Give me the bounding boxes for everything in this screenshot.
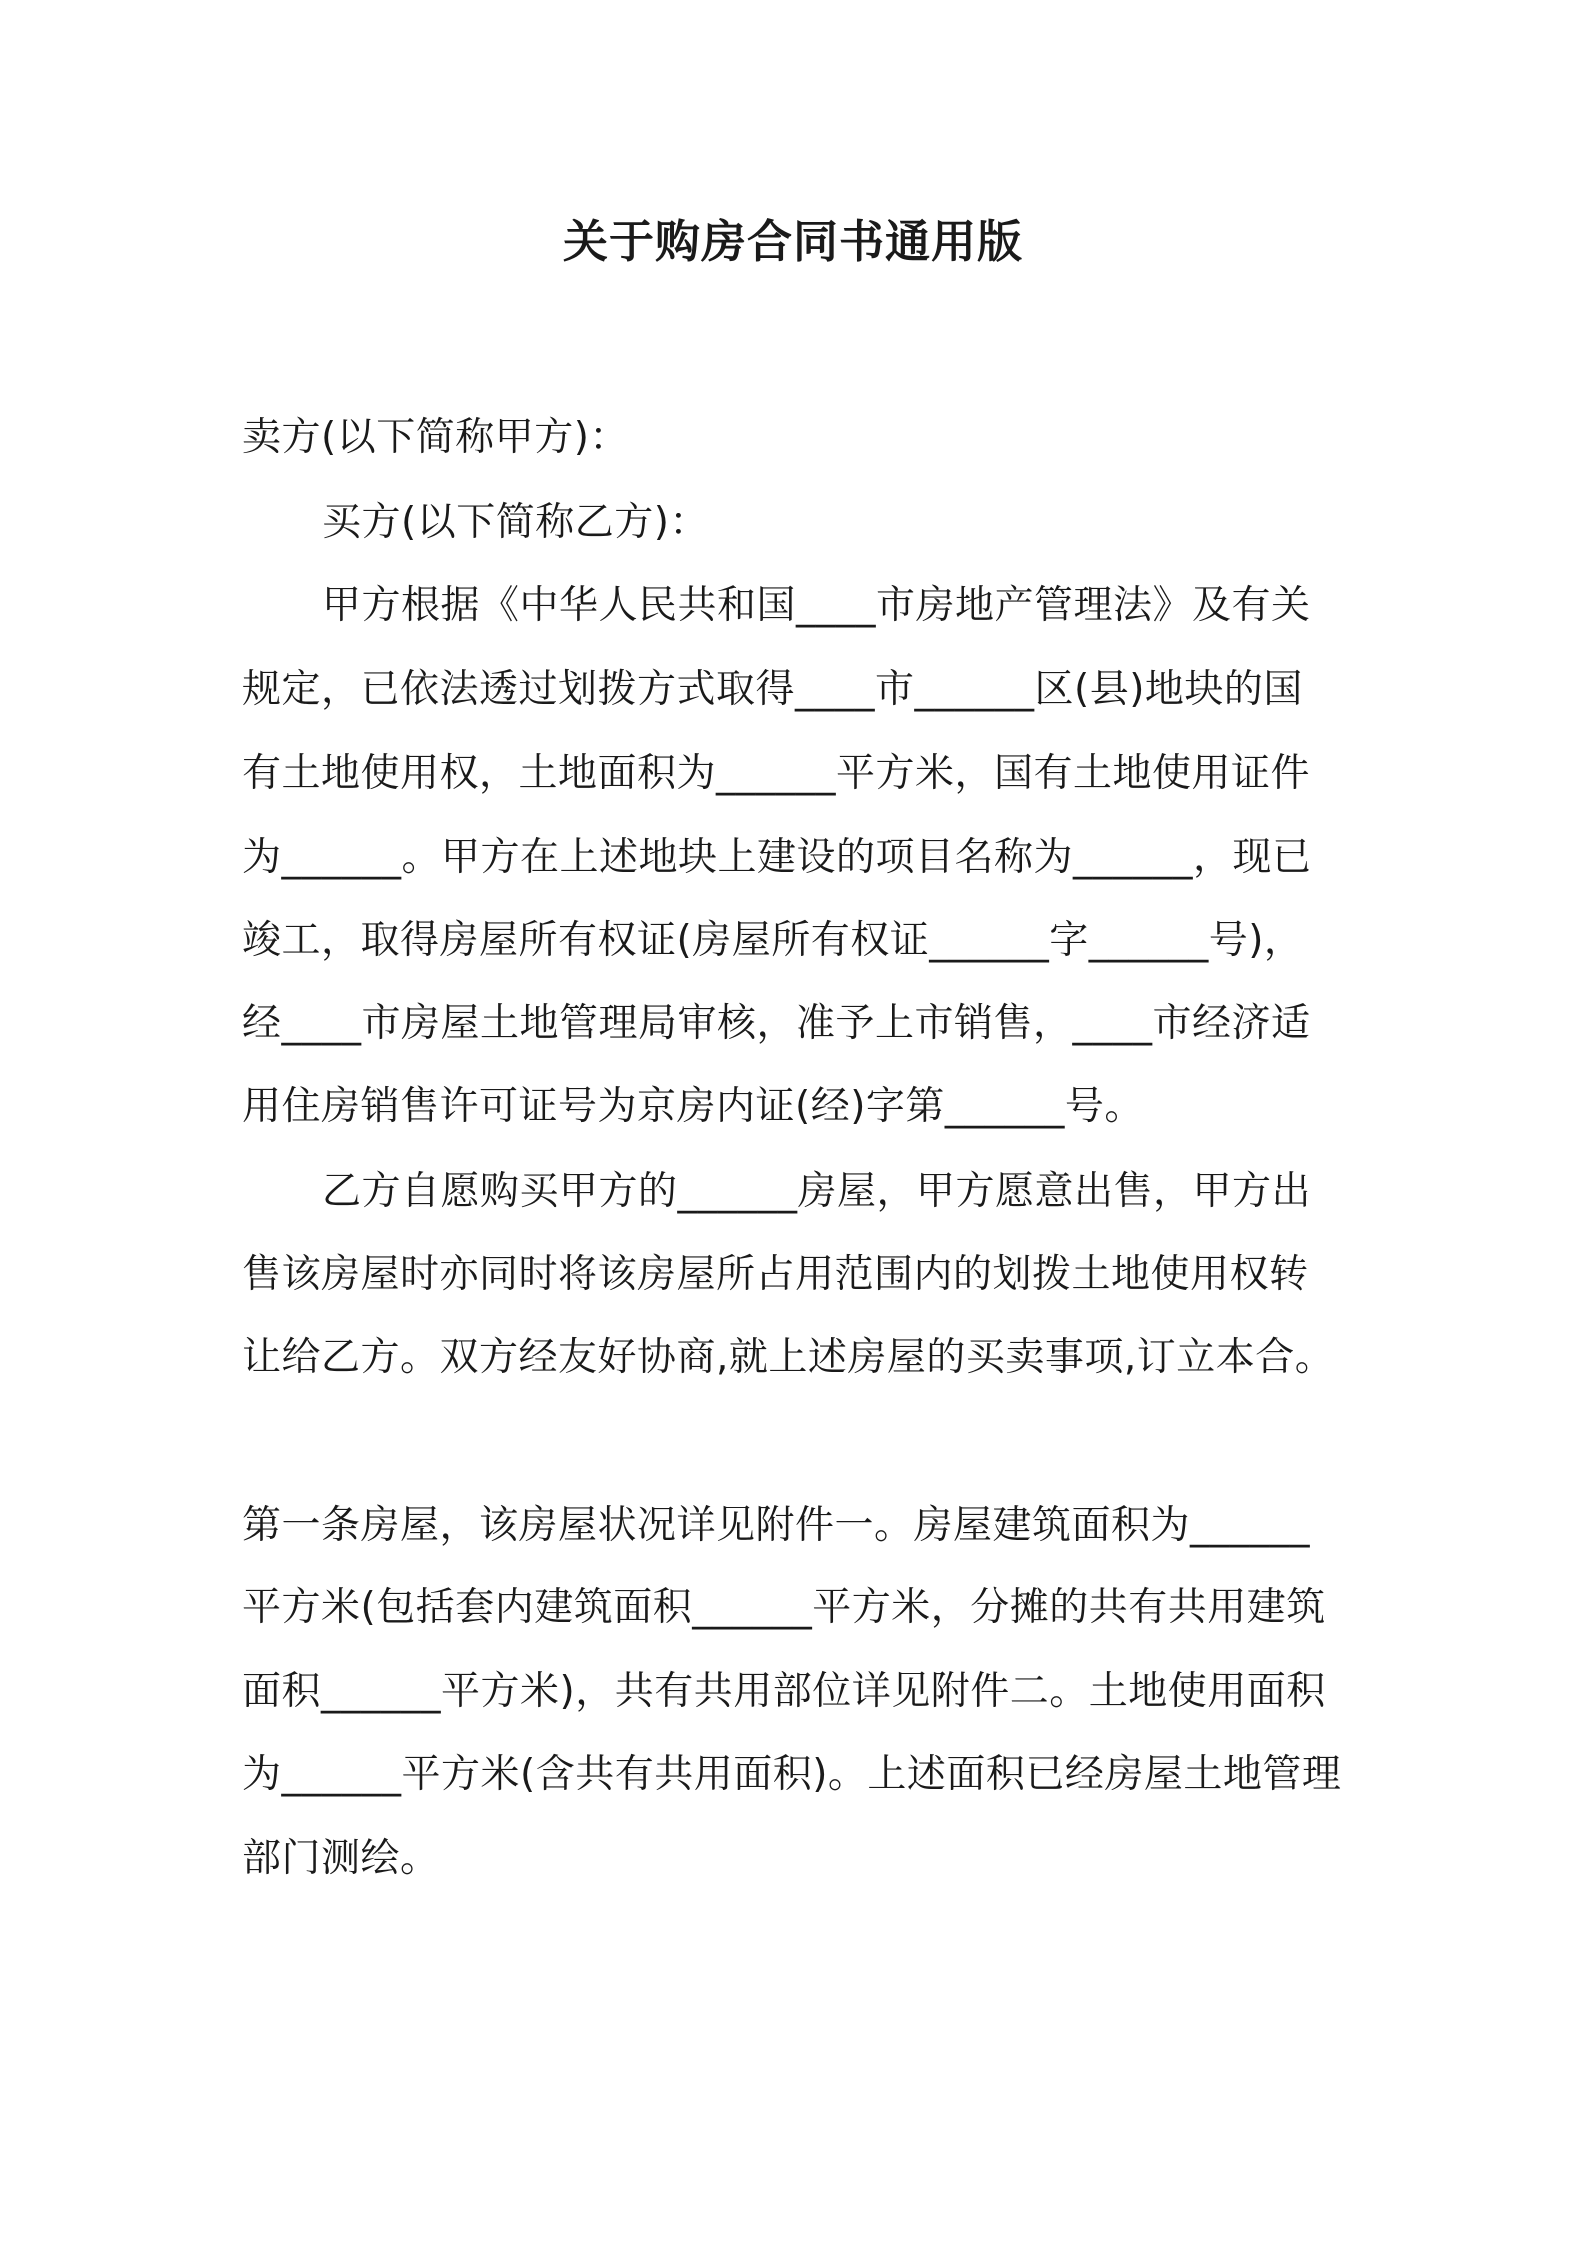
- paragraph-2-line-2: 售该房屋时亦同时将该房屋所占用范围内的划拨土地使用权转: [242, 1252, 1309, 1297]
- paragraph-2-line-1: 乙方自愿购买甲方的______房屋，甲方愿意出售，甲方出: [322, 1169, 1312, 1214]
- paragraph-1-line-3: 有土地使用权，土地面积为______平方米，国有土地使用证件: [242, 751, 1311, 796]
- buyer-line: 买方(以下简称乙方)：: [322, 500, 709, 545]
- paragraph-1-line-2: 规定，已依法透过划拨方式取得____市______区(县)地块的国: [242, 667, 1303, 712]
- article-1-line-5: 部门测绘。: [242, 1836, 440, 1881]
- article-1-line-3: 面积______平方米)，共有共用部位详见附件二。土地使用面积: [242, 1669, 1326, 1714]
- article-1-line-4: 为______平方米(含共有共用面积)。上述面积已经房屋土地管理: [242, 1752, 1342, 1797]
- paragraph-1-line-1: 甲方根据《中华人民共和国____市房地产管理法》及有关: [322, 583, 1311, 628]
- paragraph-2-line-3: 让给乙方。双方经友好协商,就上述房屋的买卖事项,订立本合。: [242, 1335, 1335, 1380]
- article-1-line-2: 平方米(包括套内建筑面积______平方米，分摊的共有共用建筑: [242, 1585, 1326, 1630]
- paragraph-1-line-6: 经____市房屋土地管理局审核，准予上市销售，____市经济适: [242, 1001, 1311, 1046]
- paragraph-1-line-7: 用住房销售许可证号为京房内证(经)字第______号。: [242, 1084, 1144, 1129]
- paragraph-1-line-4: 为______。甲方在上述地块上建设的项目名称为______，现已: [242, 835, 1312, 880]
- paragraph-1-line-5: 竣工，取得房屋所有权证(房屋所有权证______字______号)，: [242, 918, 1304, 963]
- seller-line: 卖方(以下简称甲方)：: [242, 415, 629, 460]
- document-title: 关于购房合同书通用版: [562, 215, 1023, 268]
- article-1-line-1: 第一条房屋，该房屋状况详见附件一。房屋建筑面积为______: [242, 1503, 1311, 1548]
